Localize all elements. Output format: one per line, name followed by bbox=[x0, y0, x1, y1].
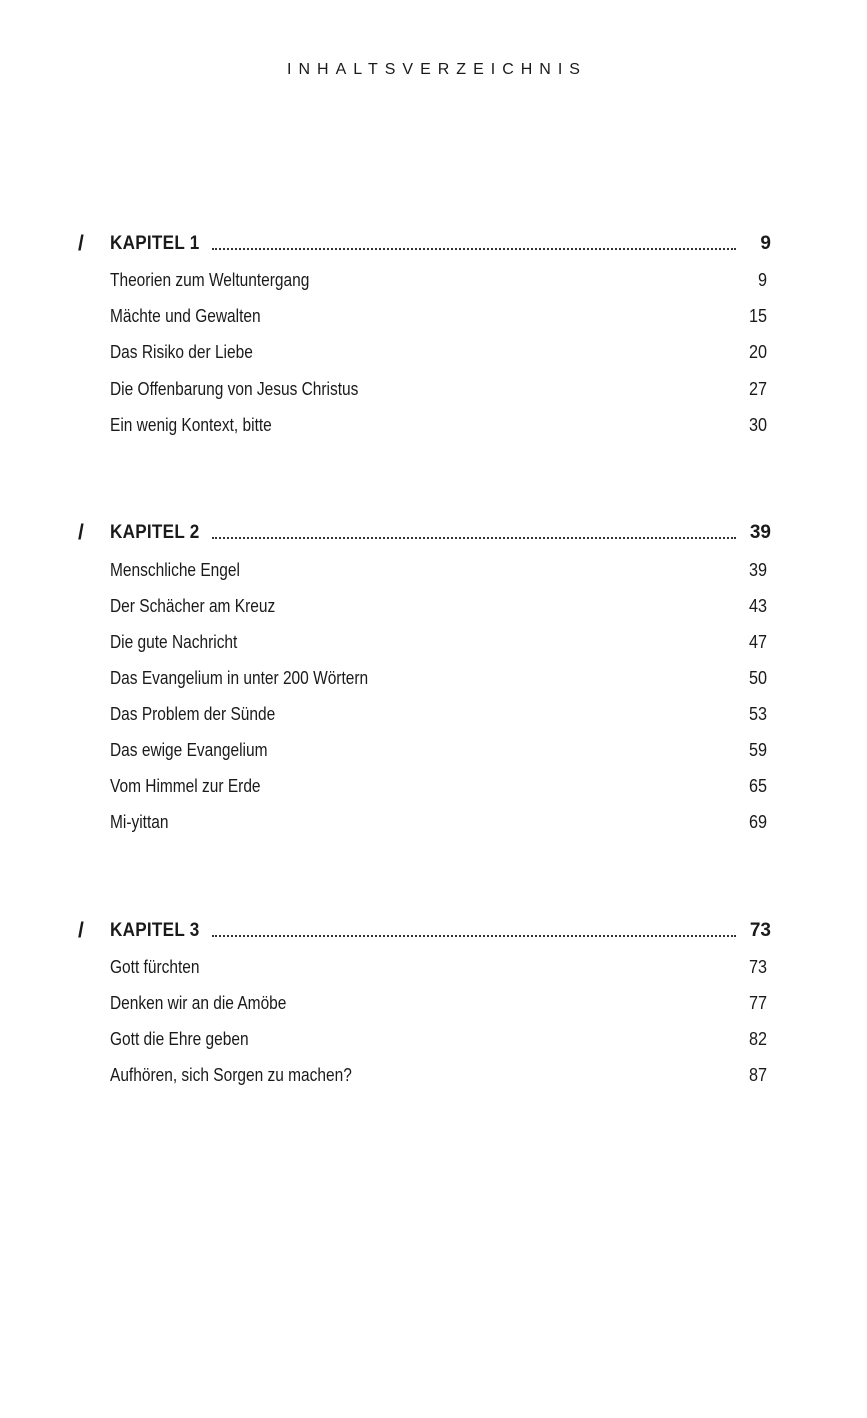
toc-entry-page: 30 bbox=[748, 415, 767, 435]
toc-entry-page: 39 bbox=[748, 560, 767, 580]
toc-entry-title: Das ewige Evangelium bbox=[110, 740, 268, 760]
chapter-title: KAPITEL 3 bbox=[110, 920, 200, 941]
chapter-marker: / bbox=[78, 919, 84, 942]
toc-entry-title: Das Evangelium in unter 200 Wörtern bbox=[110, 668, 369, 688]
toc-entry-title: Menschliche Engel bbox=[110, 560, 240, 580]
toc-entry-title: Mächte und Gewalten bbox=[110, 306, 261, 326]
toc-entry[interactable] bbox=[0, 412, 867, 448]
toc-entry-page: 53 bbox=[748, 704, 767, 724]
chapter-heading-row[interactable] bbox=[0, 231, 867, 267]
toc-entry-title: Die Offenbarung von Jesus Christus bbox=[110, 379, 359, 399]
toc-entry-page: 50 bbox=[748, 668, 767, 688]
dot-leader bbox=[212, 248, 736, 250]
toc-entry-title: Das Problem der Sünde bbox=[110, 704, 276, 724]
toc-entry-title: Vom Himmel zur Erde bbox=[110, 776, 261, 796]
toc-entry-page: 59 bbox=[748, 740, 767, 760]
toc-entry-title: Das Risiko der Liebe bbox=[110, 342, 253, 362]
toc-entry[interactable] bbox=[0, 701, 867, 737]
toc-entry-title: Gott fürchten bbox=[110, 957, 200, 977]
toc-entry-page: 9 bbox=[757, 270, 767, 290]
toc-entry[interactable] bbox=[0, 737, 867, 773]
chapter-title: KAPITEL 1 bbox=[110, 233, 200, 254]
toc-entry-title: Der Schächer am Kreuz bbox=[110, 596, 276, 616]
toc-entry[interactable] bbox=[0, 954, 867, 990]
dot-leader bbox=[212, 935, 736, 937]
toc-entry[interactable] bbox=[0, 376, 867, 412]
toc-entry-title: Aufhören, sich Sorgen zu machen? bbox=[110, 1065, 352, 1085]
toc-entry-page: 27 bbox=[748, 379, 767, 399]
toc-entry[interactable] bbox=[0, 1062, 867, 1098]
toc-entry-page: 20 bbox=[748, 342, 767, 362]
toc-entry-page: 87 bbox=[748, 1065, 767, 1085]
chapter-page-number: 9 bbox=[760, 233, 771, 254]
toc-entry-title: Die gute Nachricht bbox=[110, 632, 238, 652]
page-title: INHALTSVERZEICHNIS bbox=[287, 61, 587, 78]
toc-entry-page: 77 bbox=[748, 993, 767, 1013]
toc-entry[interactable] bbox=[0, 1026, 867, 1062]
toc-entry-title: Mi-yittan bbox=[110, 812, 169, 832]
toc-entry-page: 69 bbox=[748, 812, 767, 832]
toc-entry[interactable] bbox=[0, 773, 867, 809]
chapter-heading-row[interactable] bbox=[0, 918, 867, 954]
toc-entry[interactable] bbox=[0, 990, 867, 1026]
chapter-page-number: 39 bbox=[749, 522, 771, 543]
toc-entry[interactable] bbox=[0, 593, 867, 629]
toc-entry-page: 65 bbox=[748, 776, 767, 796]
toc-entry-title: Ein wenig Kontext, bitte bbox=[110, 415, 272, 435]
toc-entry-page: 82 bbox=[748, 1029, 767, 1049]
toc-entry-page: 73 bbox=[748, 957, 767, 977]
toc-entry[interactable] bbox=[0, 557, 867, 593]
toc-entry[interactable] bbox=[0, 665, 867, 701]
chapter-marker: / bbox=[78, 521, 84, 544]
toc-entry-title: Denken wir an die Amöbe bbox=[110, 993, 287, 1013]
toc-entry-page: 15 bbox=[748, 306, 767, 326]
toc-entry-page: 47 bbox=[748, 632, 767, 652]
dot-leader bbox=[212, 537, 736, 539]
toc-entry[interactable] bbox=[0, 339, 867, 375]
chapter-heading-row[interactable] bbox=[0, 520, 867, 556]
toc-entry-title: Theorien zum Weltuntergang bbox=[110, 270, 310, 290]
chapter-marker: / bbox=[78, 232, 84, 255]
toc-entry-page: 43 bbox=[748, 596, 767, 616]
chapter-title: KAPITEL 2 bbox=[110, 522, 200, 543]
toc-entry[interactable] bbox=[0, 267, 867, 303]
chapter-page-number: 73 bbox=[749, 920, 771, 941]
toc-entry[interactable] bbox=[0, 303, 867, 339]
toc-entry-title: Gott die Ehre geben bbox=[110, 1029, 249, 1049]
toc-entry[interactable] bbox=[0, 809, 867, 845]
toc-entry[interactable] bbox=[0, 629, 867, 665]
